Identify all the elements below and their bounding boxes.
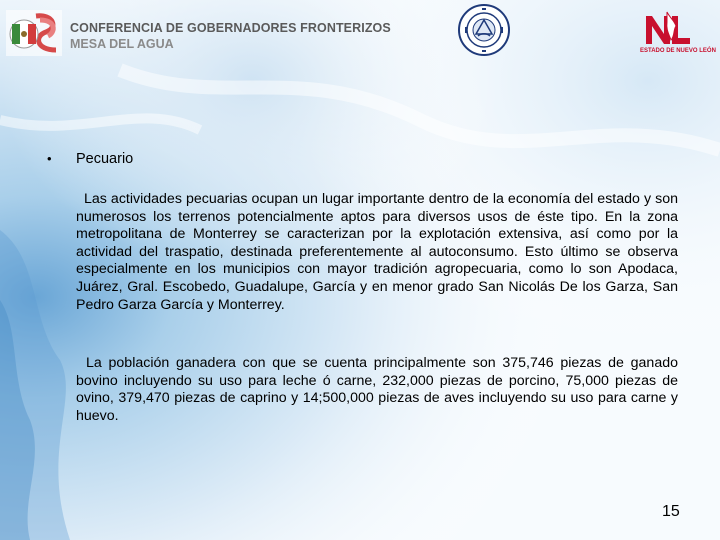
bullet-marker: • <box>47 151 52 166</box>
section-heading: Pecuario <box>76 151 134 167</box>
paragraph-livestock-population: La población ganadera con que se cuenta principalmente son 375,746 piezas de ganado bovino incluyendo su uso para leche ó carne, 232,000 piezas de porcino, 75,000 piezas de ovino, 379,470 piezas de caprino y 14;500,000 piezas de aves incluyendo su uso para carne y huevo. <box>76 355 678 424</box>
seal-emblem <box>456 3 512 57</box>
conference-subtitle: MESA DEL AGUA <box>70 37 174 51</box>
nuevo-leon-caption: ESTADO DE NUEVO LEÓN <box>640 48 716 54</box>
conference-logo <box>6 10 62 56</box>
conference-title: CONFERENCIA DE GOBERNADORES FRONTERIZOS <box>70 21 391 35</box>
page-number: 15 <box>662 503 680 520</box>
paragraph-livestock-activities: Las actividades pecuarias ocupan un lugar importante dentro de la economía del estado y son numerosos los terrenos potencialmente aptos para diversos usos de éste tipo. En la zona metropolitana de Monterrey se caracterizan por la explotación extensiva, así como por la actividad del traspatio, destinada preferentemente al autoconsumo. Esto último se observa especialmente en los municipios con mayor tradición agropecuaria, como lo son Apodaca, Juárez, Gral. Escobedo, Guadalupe, García y en menor grado San Nicolás De los Garza, San Pedro Garza García y Monterrey. <box>76 191 678 313</box>
